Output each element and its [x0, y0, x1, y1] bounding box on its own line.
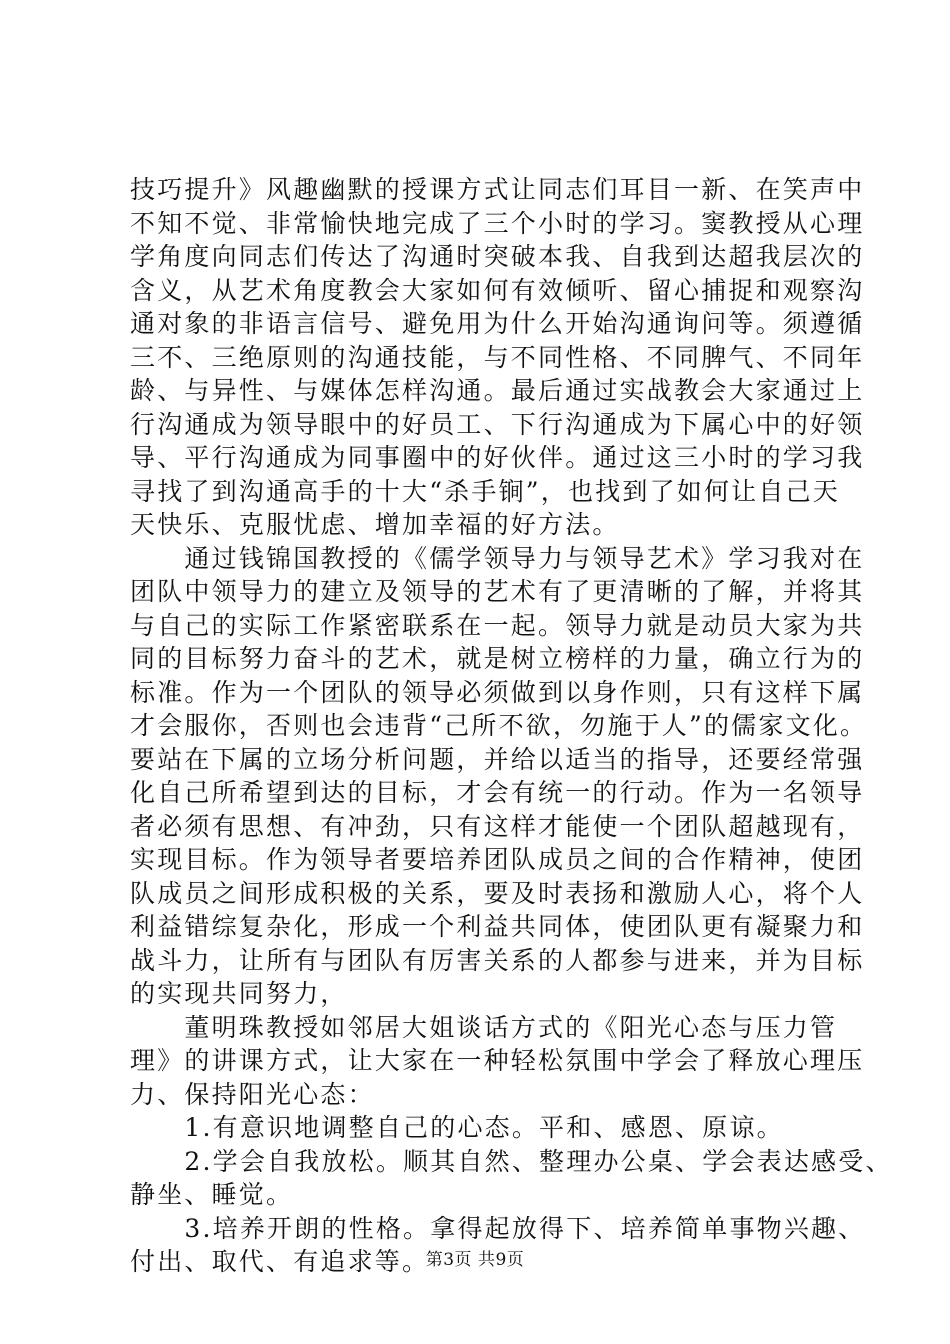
text-line: 与自己的实际工作紧密联系在一起。领导力就是动员大家为共	[130, 610, 865, 640]
text-line: 通对象的非语言信号、避免用为什么开始沟通询问等。须遵循	[130, 309, 865, 338]
text-line: 理》的讲课方式，让大家在一种轻松氛围中学会了释放心理压	[130, 1046, 865, 1075]
list-item-3: 3.培养开朗的性格。拿得起放得下、培养简单事物兴趣、	[130, 1213, 866, 1243]
text-line: 标准。作为一个团队的领导必须做到以身作则，只有这样下属	[130, 677, 865, 707]
text-line: 团队中领导力的建立及领导的艺术有了更清晰的了解，并将其	[130, 577, 865, 606]
text-line: 力、保持阳光心态：	[130, 1079, 375, 1109]
text-line: 要站在下属的立场分析问题，并给以适当的指导，还要经常强	[130, 744, 865, 774]
text-line: 同的目标努力奋斗的艺术，就是树立榜样的力量，确立行为的	[130, 644, 865, 673]
body-text	[130, 173, 893, 1279]
text-line: 三不、三绝原则的沟通技能，与不同性格、不同脾气、不同年	[130, 342, 865, 372]
text-line: 行沟通成为领导眼中的好员工、下行沟通成为下属心中的好领	[130, 409, 865, 439]
page-number-footer: 第3页 共9页	[425, 1250, 525, 1270]
list-item-1: 1.有意识地调整自己的心态。平和、感恩、原谅。	[130, 1113, 784, 1142]
text-line: 天快乐、克服忧虑、增加幸福的好方法。	[130, 510, 620, 539]
list-item-2: 2.学会自我放松。顺其自然、整理办公桌、学会表达感受、	[130, 1146, 893, 1176]
text-line: 者必须有思想、有冲劲，只有这样才能使一个团队超越现有，	[130, 811, 865, 841]
text-line: 实现目标。作为领导者要培养团队成员之间的合作精神，使团	[130, 845, 865, 874]
text-line: 龄、与异性、与媒体怎样沟通。最后通过实战教会大家通过上	[130, 376, 865, 405]
text-line: 付出、取代、有追求等。	[130, 1247, 430, 1276]
text-line: 学角度向同志们传达了沟通时突破本我、自我到达超我层次的	[130, 242, 865, 271]
text-line: 静坐、睡觉。	[130, 1180, 294, 1209]
text-line: 不知不觉、非常愉快地完成了三个小时的学习。窦教授从心理	[130, 208, 865, 238]
text-line: 化自己所希望到达的目标，才会有统一的行动。作为一名领导	[130, 778, 865, 807]
text-line: 才会服你，否则也会违背“己所不欲，勿施于人”的儒家文化。	[130, 711, 868, 740]
text-line: 导、平行沟通成为同事圈中的好伙伴。通过这三小时的学习我	[130, 443, 865, 472]
text-line: 技巧提升》风趣幽默的授课方式让同志们耳目一新、在笑声中	[130, 175, 865, 204]
text-line: 队成员之间形成积极的关系，要及时表扬和激励人心，将个人	[130, 878, 865, 908]
text-line: 董明珠教授如邻居大姐谈话方式的《阳光心态与压力管	[130, 1012, 838, 1042]
text-line: 战斗力，让所有与团队有厉害关系的人都参与进来，并为目标	[130, 945, 865, 975]
text-line: 利益错综复杂化，形成一个利益共同体，使团队更有凝聚力和	[130, 912, 865, 941]
text-line: 含义，从艺术角度教会大家如何有效倾听、留心捕捉和观察沟	[130, 275, 865, 305]
text-line: 寻找了到沟通高手的十大“杀手锏”，也找到了如何让自己天	[130, 476, 840, 506]
text-line: 通过钱锦国教授的《儒学领导力与领导艺术》学习我对在	[130, 543, 865, 573]
text-line: 的实现共同努力，	[130, 979, 348, 1008]
